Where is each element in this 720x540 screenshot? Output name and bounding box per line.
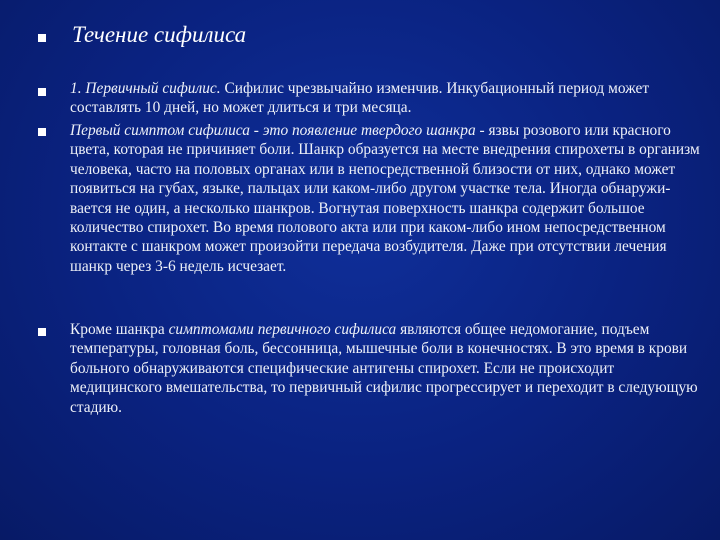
bullet-icon [38,328,46,336]
paragraph-lead: симптомами первичного сифилиса [168,321,397,338]
paragraph-primary-syphilis [70,79,700,118]
paragraph-dash: - [249,122,263,139]
paragraph-lead: 1. Первичный сифилис. [70,80,221,97]
paragraph-lead: Первый симптом сифилиса [70,122,250,139]
bullet-icon [38,88,46,96]
paragraph-pre: Кроме шанкра [70,321,169,338]
paragraph-text: являются общее недомогание, подъем температуры, головная боль, бессонница, мышечные боли в конечностях. В это время в крови больного обнаруживаются специфические антигены спирохет. Если не происходит медицинского вмешательства, то первичный сифилис прогрессирует и переходит в следующую стадию. [70,321,698,416]
paragraph-other-symptoms [70,320,700,417]
bullet-icon [38,128,46,136]
paragraph-text: - язвы розового или красного цвета, которая не причиняет боли. Шанкр образуется на месте внедрения спирохеты в организм человека, часто на половых органах или в непосредственной близости от них, однако может появиться на губах, языке, пальцах или каком-либо другом участке тела. Иногда обнаружи-вается не один, а несколько шанкров. Вогнутая поверхность шанкра содержит большое количество спирохет. Во время полового акта или при каком-либо ином непосредственном контакте с шанкром может произойти передача возбудителя. Даже при отсутствии лечения шанкр через 3-6 недель исчезает. [70,122,700,275]
slide-title: Течение сифилиса [72,22,247,47]
paragraph-text: Сифилис чрезвычайно изменчив. Инкубационный период может составлять 10 дней, но может длиться и три месяца. [70,80,650,117]
paragraph-lead-2: это появление твердого шанкра [262,122,476,139]
title-bullet-icon [38,34,46,42]
paragraph-first-symptom [70,121,700,276]
